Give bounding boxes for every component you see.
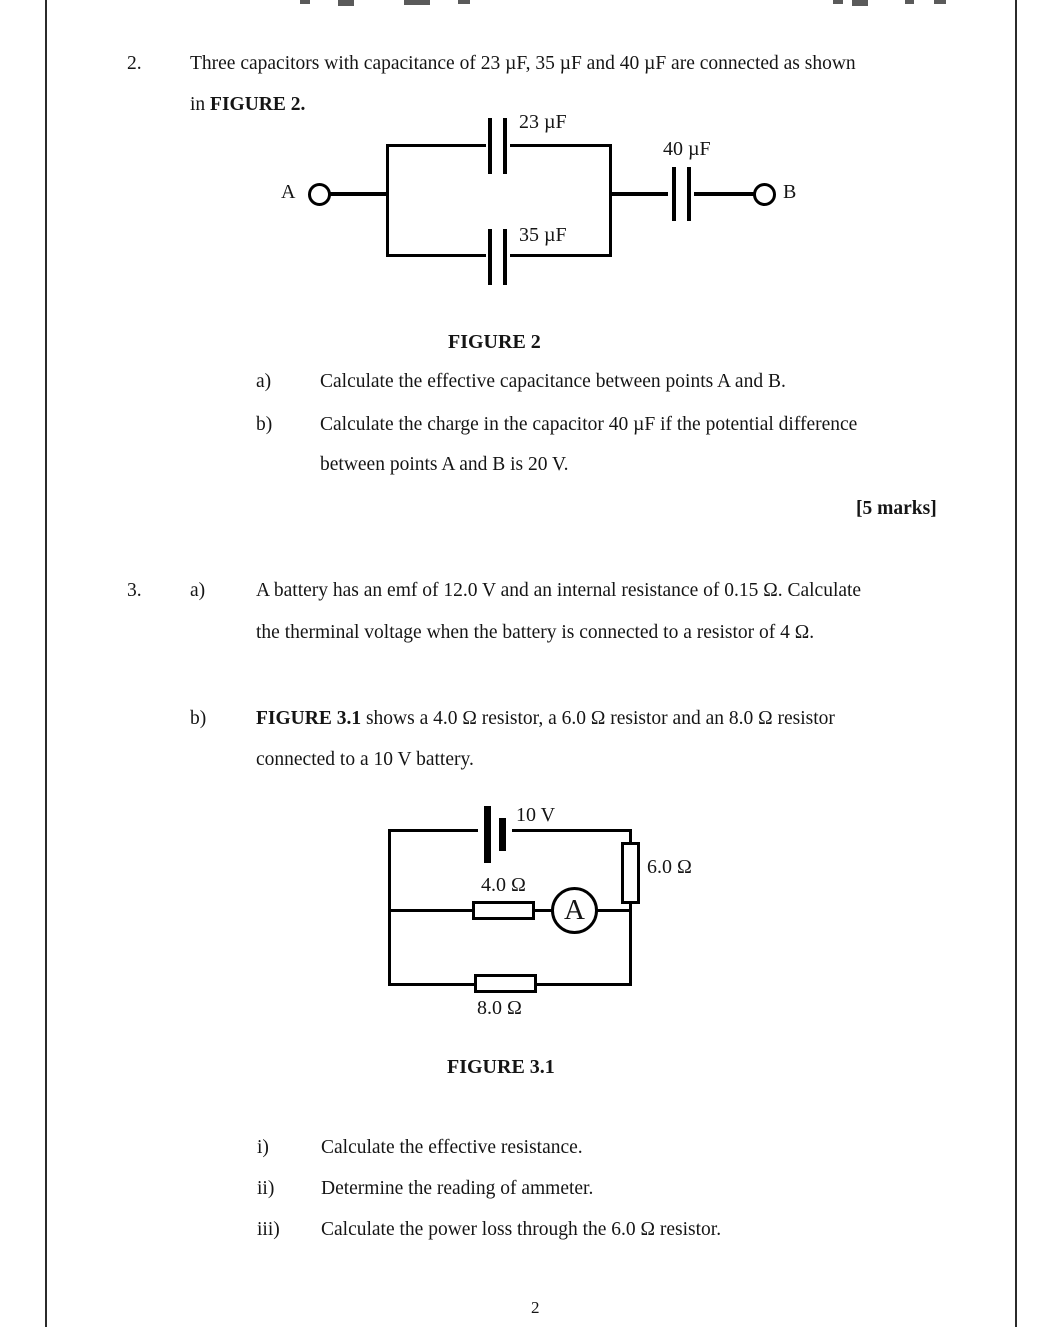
q2-item-b-text-line2: between points A and B is 20 V. <box>320 454 569 475</box>
cutoff-text-fragment <box>852 0 868 6</box>
capacitor-35uF-plate-left <box>488 229 492 285</box>
q2-item-a-label: a) <box>256 371 272 392</box>
q3b-item-ii-label: ii) <box>257 1178 275 1199</box>
ammeter-label: A <box>564 894 585 926</box>
question-3-number: 3. <box>127 580 142 601</box>
q3-item-b-label: b) <box>190 708 207 729</box>
cutoff-text-fragment <box>934 0 946 4</box>
capacitor-35uF-label: 35 µF <box>519 224 567 246</box>
capacitor-23uF-plate-left <box>488 118 492 174</box>
battery-short-plate <box>499 818 506 851</box>
figure-3-1-caption: FIGURE 3.1 <box>447 1056 555 1078</box>
capacitor-23uF-label: 23 µF <box>519 111 567 133</box>
ammeter <box>551 887 598 934</box>
q3-item-a-text-line1: A battery has an emf of 12.0 V and an internal resistance of 0.15 Ω. Calculate <box>256 580 862 601</box>
resistor-8ohm <box>474 974 537 993</box>
q3-item-b-text-line2: connected to a 10 V battery. <box>256 749 474 770</box>
cutoff-text-fragment <box>338 0 354 6</box>
q3-item-b-text-line1 <box>256 707 835 730</box>
capacitor-23uF-plate-right <box>503 118 507 174</box>
page-number: 2 <box>531 1298 540 1317</box>
question-2-number: 2. <box>127 53 142 74</box>
capacitor-40uF-plate-left <box>672 167 676 221</box>
q3-item-b-figure-ref: FIGURE 3.1 <box>256 708 362 729</box>
q3b-item-ii-text: Determine the reading of ammeter. <box>321 1178 594 1199</box>
question-2-text-line1: Three capacitors with capacitance of 23 µF, 35 µF and 40 µF are connected as shown <box>190 53 856 74</box>
terminal-b-label: B <box>783 181 797 203</box>
q2-item-b-text-line1: Calculate the charge in the capacitor 40 µF if the potential difference <box>320 414 858 435</box>
question-2-line2-figure-ref: FIGURE 2. <box>210 94 306 115</box>
q2-item-a-text: Calculate the effective capacitance between points A and B. <box>320 371 786 392</box>
terminal-a-node <box>308 183 331 206</box>
capacitor-40uF-plate-right <box>687 167 691 221</box>
figure-2-caption: FIGURE 2 <box>448 331 541 353</box>
capacitor-40uF-label: 40 µF <box>663 138 711 160</box>
battery-voltage-label: 10 V <box>516 804 556 826</box>
cutoff-text-fragment <box>905 0 914 4</box>
resistor-4ohm-label: 4.0 Ω <box>481 874 526 896</box>
q3-item-a-text-line2: the therminal voltage when the battery is connected to a resistor of 4 Ω. <box>256 622 815 643</box>
cutoff-text-fragment <box>300 0 310 4</box>
parallel-loop-wire <box>386 144 612 257</box>
cutoff-text-fragment <box>404 0 430 5</box>
q3-item-a-label: a) <box>190 580 206 601</box>
terminal-a-label: A <box>281 181 296 203</box>
terminal-b-node <box>753 183 776 206</box>
right-page-border <box>1015 0 1017 1327</box>
q3b-item-i-text: Calculate the effective resistance. <box>321 1137 583 1158</box>
question-2-line2-plain: in <box>190 94 211 115</box>
cutoff-text-fragment <box>458 0 470 4</box>
q3b-item-iii-label: iii) <box>257 1219 280 1240</box>
q2-marks: [5 marks] <box>856 498 937 519</box>
resistor-6ohm <box>621 842 640 904</box>
q3b-item-iii-text: Calculate the power loss through the 6.0 Ω resistor. <box>321 1219 722 1240</box>
q3b-item-i-label: i) <box>257 1137 269 1158</box>
q3-item-b-line1-plain: shows a 4.0 Ω resistor, a 6.0 Ω resistor and an 8.0 Ω resistor <box>361 708 835 729</box>
wire-a-to-loop <box>330 192 386 196</box>
capacitor-35uF-plate-right <box>503 229 507 285</box>
resistor-6ohm-label: 6.0 Ω <box>647 856 692 878</box>
resistor-8ohm-label: 8.0 Ω <box>477 997 522 1019</box>
question-2-text-line2 <box>190 93 305 116</box>
battery-long-plate <box>484 806 491 863</box>
cutoff-text-fragment <box>833 0 843 4</box>
left-page-border <box>45 0 47 1327</box>
resistor-4ohm <box>472 901 535 920</box>
q2-item-b-label: b) <box>256 414 273 435</box>
